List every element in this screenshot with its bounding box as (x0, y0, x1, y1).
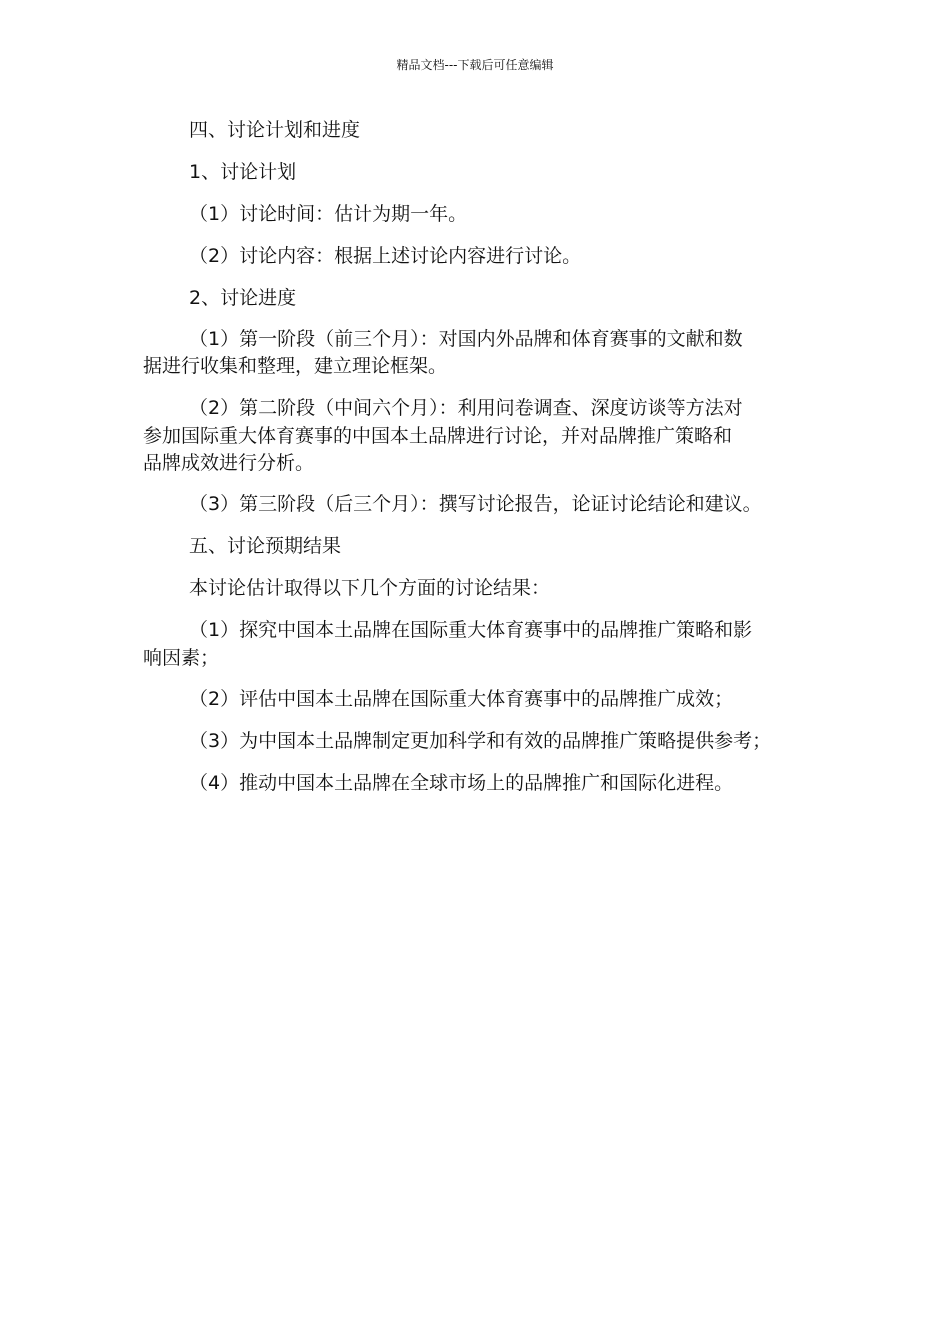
progress-item-2-line-2: 参加国际重大体育赛事的中国本土品牌进行讨论，并对品牌推广策略和 (143, 425, 733, 447)
plan-item-1: （1）讨论时间：估计为期一年。 (189, 203, 468, 225)
plan-subheading: 1、讨论计划 (189, 161, 297, 183)
progress-item-2-line-1: （2）第二阶段（中间六个月）：利用问卷调查、深度访谈等方法对 (189, 397, 743, 419)
progress-item-1-line-1: （1）第一阶段（前三个月）：对国内外品牌和体育赛事的文献和数 (189, 328, 743, 350)
progress-item-2-line-3: 品牌成效进行分析。 (143, 452, 315, 474)
plan-item-2: （2）讨论内容：根据上述讨论内容进行讨论。 (189, 245, 582, 267)
section-4-heading: 四、讨论计划和进度 (189, 119, 361, 141)
result-item-3: （3）为中国本土品牌制定更加科学和有效的品牌推广策略提供参考； (189, 730, 772, 752)
progress-subheading: 2、讨论进度 (189, 287, 297, 309)
result-item-4: （4）推动中国本土品牌在全球市场上的品牌推广和国际化进程。 (189, 772, 734, 794)
section-5-heading: 五、讨论预期结果 (189, 535, 342, 557)
progress-item-3: （3）第三阶段（后三个月）：撰写讨论报告，论证讨论结论和建议。 (189, 493, 762, 515)
page-header: 精品文档---下载后可任意编辑 (396, 58, 554, 72)
result-item-1-line-1: （1）探究中国本土品牌在国际重大体育赛事中的品牌推广策略和影 (189, 619, 753, 641)
result-item-1-line-2: 响因素； (143, 647, 220, 669)
progress-item-1-line-2: 据进行收集和整理，建立理论框架。 (143, 355, 448, 377)
result-item-2: （2）评估中国本土品牌在国际重大体育赛事中的品牌推广成效； (189, 688, 734, 710)
results-intro: 本讨论估计取得以下几个方面的讨论结果： (189, 577, 551, 599)
